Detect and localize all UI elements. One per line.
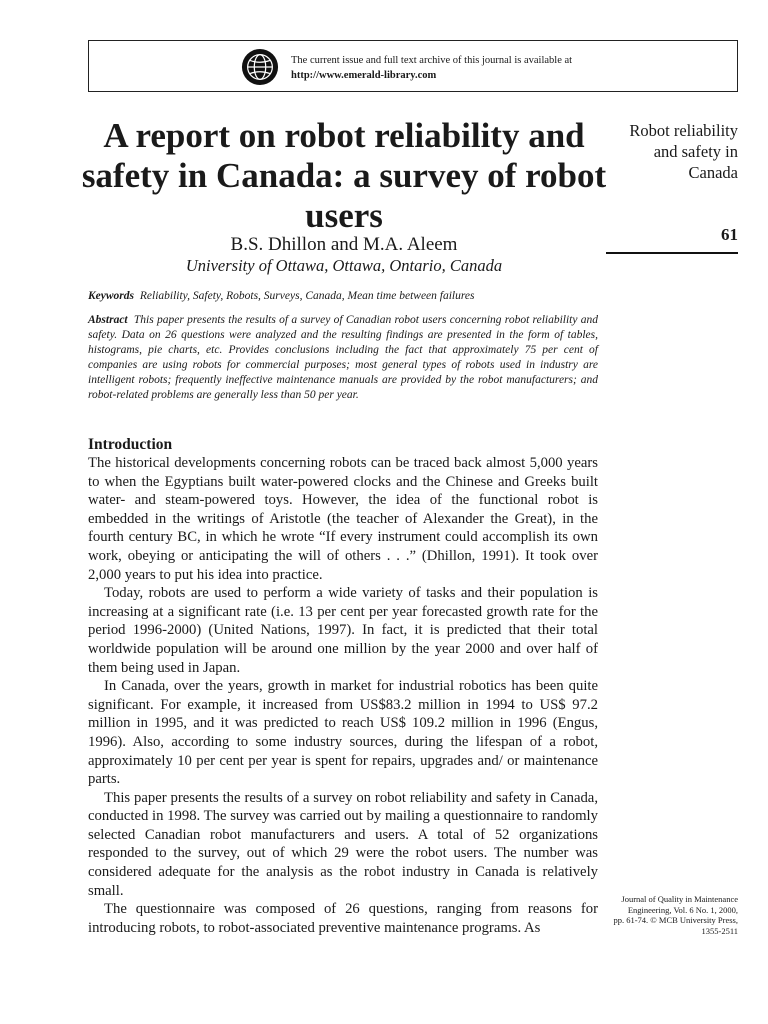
- introduction-body: [88, 454, 598, 937]
- journal-citation: [604, 894, 738, 936]
- keywords-label: Keywords: [88, 290, 134, 302]
- page-number: 61: [721, 225, 738, 244]
- article-title: A report on robot reliability and safety in Canada: a survey of robot users: [81, 116, 607, 235]
- abstract-block: [88, 313, 598, 403]
- sidebar-divider: [606, 252, 738, 254]
- paragraph: The questionnaire was composed of 26 questions, ranging from reasons for introducing robots, to robot-associated preventive maintenance programs. As: [88, 901, 598, 936]
- running-title: Robot reliability and safety in Canada: [629, 121, 738, 182]
- abstract-text: This paper presents the results of a survey of Canadian robot users concerning robot reliability and safety. Data on 26 questions were analyzed and the resulting findings are presented in the form of tables, histograms, pie charts, etc. Provides conclusions including the fact that approximately 75 per cent of companies are using robots for commercial purposes; most general types of robots used in industry are intelligent robots; frequently ineffective maintenance manuals are provided by the robot manufacturers; and robot-related problems are generally less than 50 per year.: [88, 314, 599, 401]
- citation-line: Journal of Quality in Maintenance: [621, 894, 738, 904]
- paragraph: In Canada, over the years, growth in market for industrial robotics has been quite significant. For example, it increased from US$83.2 million in 1994 to US$ 97.2 million in 1995, and it was predicted to reach US$ 109.2 million in 1996 (Engus, 1996). Also, according to some industry sources, during the lifespan of a robot, approximately 10 per cent per year is spent for repairs, upgrades and/ or maintenance parts.: [88, 678, 598, 788]
- author-affiliation: University of Ottawa, Ottawa, Ontario, Canada: [185, 256, 503, 275]
- paragraph: The historical developments concerning robots can be traced back almost 5,000 years to when the Egyptians built water-powered clocks and the Chinese and Greeks built water- and steam-powered toys. However, the idea of the functional robot is embedded in the writings of Aristotle (the teacher of Alexander the Great), in the fourth century BC, in which he wrote “If every instrument could accomplish its own work, obeying or anticipating the will of others . . .” (Dhillon, 1991). It took over 2,000 years to put his idea into practice.: [88, 455, 598, 583]
- journal-url-link[interactable]: http://www.emerald-library.com: [291, 70, 437, 81]
- journal-archive-banner: [88, 40, 738, 92]
- paragraph: This paper presents the results of a survey on robot reliability and safety in Canada, conducted in 1998. The survey was carried out by mailing a questionnaire to randomly selected Canadian robot manufacturers and users. A total of 52 organizations responded to the survey, out of which 29 were the robot users. The number was considered adequate for the analysis as the robot industry in Canada is relatively small.: [88, 789, 598, 899]
- article-authors: B.S. Dhillon and M.A. Aleem: [230, 234, 458, 255]
- abstract-label: Abstract: [88, 314, 128, 326]
- paragraph: Today, robots are used to perform a wide variety of tasks and their population is increasing at a significant rate (i.e. 13 per cent per year forecasted growth rate for the period 1996-2000) (United Nations, 1997). In fact, it is predicted that their total worldwide population will be around one million by the year 2000 and over half of them being used in Japan.: [88, 585, 598, 676]
- globe-logo-icon: [241, 48, 279, 86]
- citation-line: 1355-2511: [701, 925, 738, 936]
- keywords-text: Reliability, Safety, Robots, Surveys, Canada, Mean time between failures: [139, 290, 475, 302]
- introduction-heading: Introduction: [88, 436, 173, 453]
- citation-line: Engineering, Vol. 6 No. 1, 2000,: [627, 904, 738, 915]
- banner-text: [291, 53, 572, 83]
- banner-notice: The current issue and full text archive of this journal is available at: [291, 55, 573, 66]
- keywords-block: [88, 289, 598, 304]
- citation-line: pp. 61-74. © MCB University Press,: [613, 915, 738, 925]
